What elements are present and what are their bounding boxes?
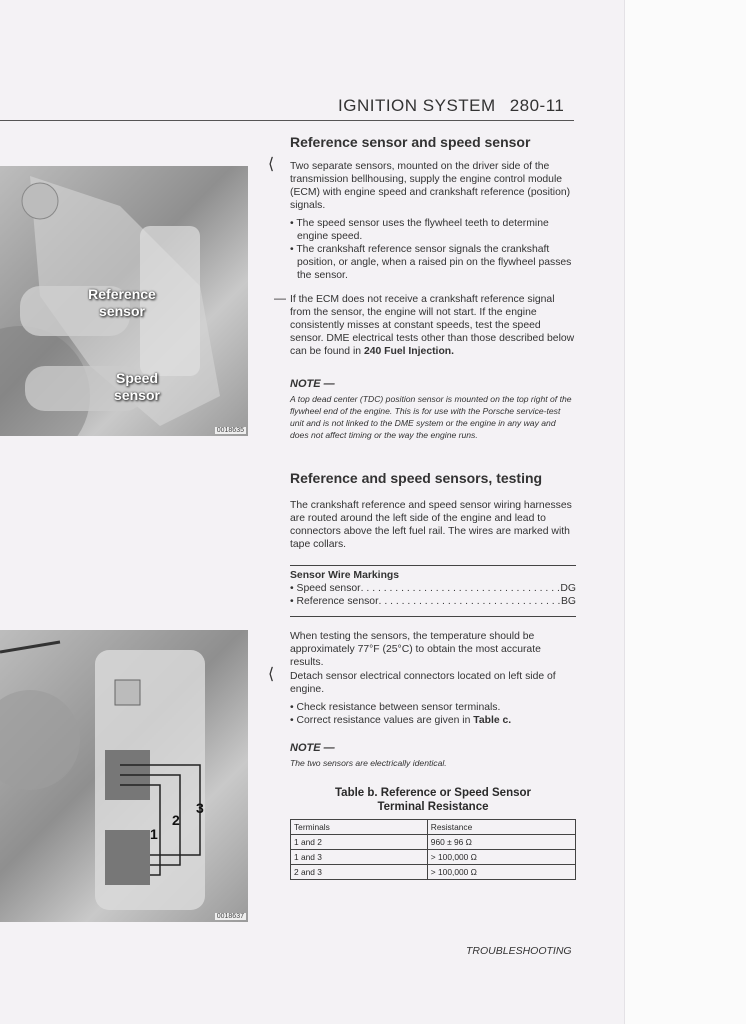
list-item: • Correct resistance values are given in Table c.: [290, 715, 512, 726]
procedure-step: [290, 670, 576, 727]
marking-row: • Speed sensor . . . DG: [290, 582, 576, 595]
warning-text: If the ECM does not receive a crankshaft reference signal from the sensor, the engine will not start. If the engine consistently misses at constant speeds, test the speed sensor. DME electrical tests other than those described below can be found in: [290, 294, 575, 357]
section-body: [290, 160, 576, 282]
speed-sensor-label: Speed sensor: [114, 370, 160, 403]
table-row: 1 and 3 > 100,000 Ω: [291, 850, 576, 865]
scan-margin: [624, 0, 746, 1024]
list-item: • The crankshaft reference sensor signals the crankshaft position, or angle, when a raised pin on the flywheel passes the sensor.: [290, 244, 572, 281]
sensor-location-photo: [0, 166, 248, 436]
warning-paragraph: [290, 293, 576, 358]
pin-1-label: 1: [150, 826, 158, 842]
cross-reference: 240 Fuel Injection.: [363, 346, 455, 357]
page-number: 280-11: [509, 96, 565, 115]
list-item: • The speed sensor uses the flywheel teeth to determine engine speed.: [290, 218, 549, 242]
wire-markings: [290, 569, 576, 608]
note-body: The two sensors are electrically identical.: [290, 758, 447, 768]
markings-title: Sensor Wire Markings: [290, 570, 400, 581]
section-name: IGNITION SYSTEM: [338, 96, 496, 115]
section-title: Reference sensor and speed sensor: [290, 134, 531, 150]
table-header-row: [291, 820, 576, 835]
reference-sensor-label: Reference sensor: [88, 286, 156, 319]
column-header: Terminals: [291, 820, 428, 835]
marking-row: • Reference sensor . . . BG: [290, 595, 576, 608]
cross-reference: Table c.: [473, 715, 512, 726]
running-header: [338, 96, 564, 116]
table-row: 1 and 2 960 ± 96 Ω: [291, 835, 576, 850]
warning-dash-icon: —: [274, 291, 286, 305]
pin-3-label: 3: [196, 800, 204, 816]
column-header: Resistance: [427, 820, 575, 835]
resistance-table: [290, 819, 576, 880]
procedure-arrow-icon: ⟨: [268, 666, 275, 683]
note-title: NOTE —: [290, 378, 335, 390]
photo-code: 0018637: [216, 913, 244, 920]
step-text: Detach sensor electrical connectors located on left side of engine.: [290, 671, 556, 695]
header-rule: [0, 120, 574, 121]
note-title: NOTE —: [290, 742, 335, 754]
photo-code: 0018635: [216, 427, 244, 434]
temperature-note: When testing the sensors, the temperature should be approximately 77°F (25°C) to obtain the most accurate results.: [290, 631, 541, 668]
intro-paragraph: The crankshaft reference and speed sensor wiring harnesses are routed around the left side of the engine and lead to connectors above the left fuel rail. The wires are marked with tape collars.: [290, 500, 572, 550]
pin-2-label: 2: [172, 812, 180, 828]
connector-photo: [0, 630, 248, 922]
connector-pin-diagram: [0, 630, 248, 922]
note-block: [290, 378, 576, 441]
divider: [290, 565, 576, 566]
note-body: A top dead center (TDC) position sensor is mounted on the top right of the flywheel end of the engine. This is for use with the Porsche service-test unit and is not linked to the DME system or the engine in any way and does not affect timing or the way the engine runs.: [290, 394, 572, 440]
note-block: [290, 742, 576, 769]
section-title: Reference and speed sensors, testing: [290, 470, 543, 486]
table-caption: Table b. Reference or Speed Sensor Terminal Resistance: [335, 787, 531, 813]
procedure-arrow-icon: ⟨: [268, 156, 275, 173]
divider: [290, 616, 576, 617]
list-item: • Check resistance between sensor terminals.: [290, 702, 501, 713]
page-footer: TROUBLESHOOTING: [466, 945, 572, 957]
table-row: 2 and 3 > 100,000 Ω: [291, 865, 576, 880]
intro-paragraph: Two separate sensors, mounted on the driver side of the transmission bellhousing, supply the engine control module (ECM) with engine speed and crankshaft reference (position) signals.: [290, 161, 571, 211]
